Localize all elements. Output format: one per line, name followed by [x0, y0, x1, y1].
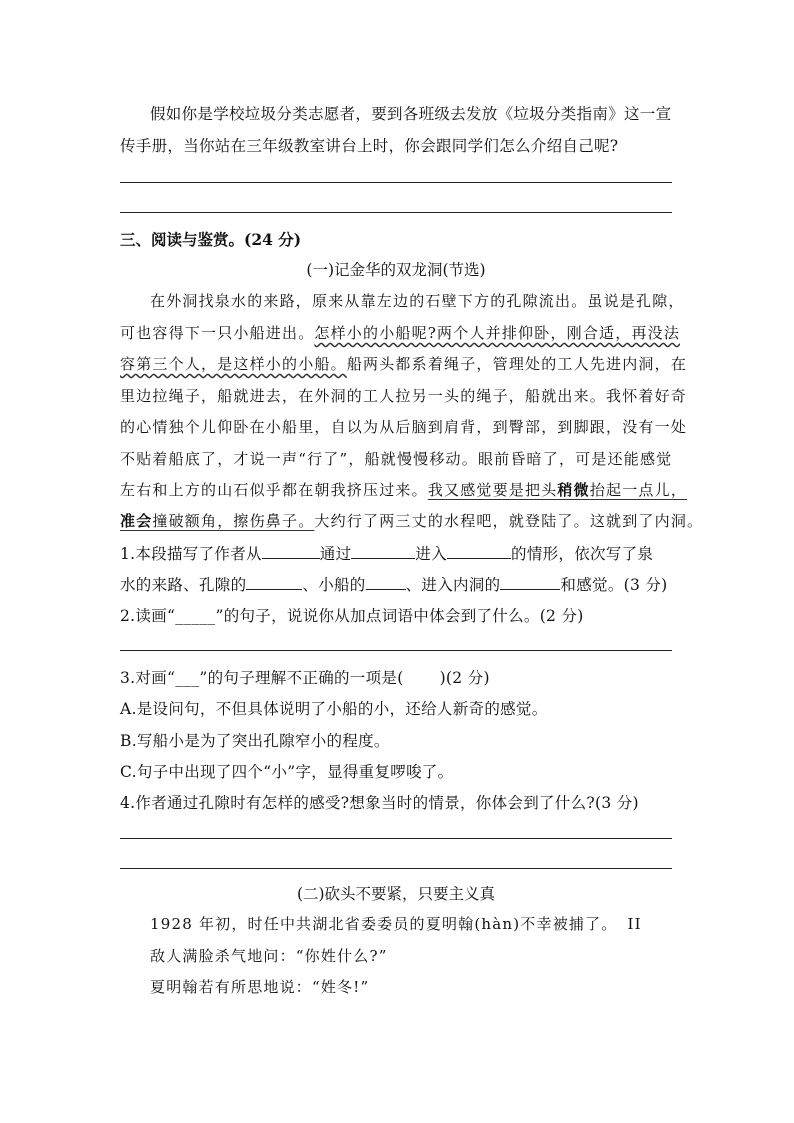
passage-line: 里边拉绳子，船就进去，在外洞的工人拉另一头的绳子，船就出来。我怀着好奇 — [120, 387, 688, 405]
passage-text: 大约行了两三丈的水程吧，就登陆了。这就到了内洞。 — [314, 512, 704, 530]
fill-blank[interactable] — [500, 575, 560, 590]
question-text: 2.读画“ — [120, 607, 176, 625]
passage-line — [120, 479, 687, 500]
question-text: 3.对画“ — [120, 669, 176, 687]
question-4: 4.作者通过孔隙时有怎样的感受?想象当时的情景，你体会到了什么?(3 分) — [120, 794, 639, 812]
passage-title: (二)砍头不要紧，只要主义真 — [296, 885, 496, 903]
underlined-sentence — [428, 481, 687, 499]
underlined-text: 抬起一点儿， — [589, 481, 688, 499]
section-heading: 三、阅读与鉴赏。(24 分) — [120, 230, 302, 249]
question-text: 进入 — [415, 545, 448, 563]
passage-line: 夏明翰若有所思地说：“姓冬!” — [150, 978, 370, 996]
dotted-word: 稍微 — [557, 481, 590, 499]
question-text: 、进入内洞的 — [405, 576, 501, 594]
passage-text: 船两头都系着绳子，管理处的工人先进内洞，在 — [346, 355, 688, 373]
question-text: )(2 分) — [439, 669, 490, 687]
question-text: 1.本段描写了作者从 — [120, 545, 262, 563]
option-a[interactable]: A.是设问句，不但具体说明了小船的小，还给人新奇的感觉。 — [120, 700, 548, 718]
passage-line: 在外洞找泉水的来路，原来从靠左边的石壁下方的孔隙流出。虽说是孔隙， — [150, 292, 685, 310]
passage-line: 不贴着船底了，才说一声“行了”，船就慢慢移动。眼前昏暗了，可是还能感觉 — [120, 450, 673, 468]
question-text: 的情形，依次写了泉 — [511, 545, 654, 563]
question-text: 通过 — [319, 545, 352, 563]
fill-blank[interactable] — [366, 575, 406, 590]
answer-line[interactable] — [120, 650, 672, 651]
stray-mark: II — [627, 915, 642, 933]
underlined-sentence — [120, 512, 314, 530]
answer-line[interactable] — [120, 838, 672, 839]
question-text: 水的来路、孔隙的 — [120, 576, 247, 594]
intro-line-1: 假如你是学校垃圾分类志愿者，要到各班级去发放《垃圾分类指南》这一宣 — [150, 105, 672, 123]
question-text: ”的句子，说说你从加点词语中体会到了什么。(2 分) — [215, 607, 584, 625]
dotted-word: 准会 — [120, 512, 153, 530]
passage-line — [150, 913, 642, 934]
answer-line[interactable] — [120, 868, 672, 869]
question-3 — [120, 666, 490, 688]
question-text: ”的句子理解不正确的一项是( — [199, 669, 404, 687]
option-c[interactable]: C.句子中出现了四个“小”字，显得重复啰唆了。 — [120, 763, 454, 781]
passage-title: (一)记金华的双龙洞(节选) — [306, 261, 486, 279]
fill-blank[interactable] — [246, 575, 302, 590]
passage-text: 左右和上方的山石似乎都在朝我挤压过来。 — [120, 481, 428, 499]
question-1-line-1 — [120, 542, 653, 564]
question-2 — [120, 604, 584, 626]
fill-blank[interactable] — [447, 544, 511, 559]
question-text: 和感觉。(3 分) — [560, 576, 668, 594]
question-1-line-2 — [120, 573, 668, 595]
option-b[interactable]: B.写船小是为了突出孔隙窄小的程度。 — [120, 732, 390, 750]
fill-blank[interactable] — [351, 544, 415, 559]
wavy-underlined-sentence: 容第三个人，是这样小的小船。 — [120, 355, 347, 373]
intro-line-2: 传手册，当你站在三年级教室讲台上时，你会跟同学们怎么介绍自己呢? — [120, 137, 619, 155]
answer-line[interactable] — [120, 212, 672, 213]
fill-blank[interactable] — [262, 544, 320, 559]
underlined-text: 撞破额角，擦伤鼻子。 — [152, 512, 315, 530]
passage-line: 的心情独个儿仰卧在小船里，自以为从后脑到肩背，到臀部，到脚跟，没有一处 — [120, 418, 688, 436]
wavy-underlined-sentence: 怎样小的小船呢?两个人并排仰卧，刚合适，再没法 — [314, 324, 681, 342]
passage-line — [120, 322, 680, 343]
passage-line — [120, 353, 687, 374]
passage-text: 可也容得下一只小船进出。 — [120, 324, 315, 342]
passage-line: 敌人满脸杀气地问：“你姓什么?” — [150, 947, 388, 965]
question-text: 、小船的 — [302, 576, 366, 594]
passage-text: 1928 年初，时任中共湖北省委委员的夏明翰(hàn)不幸被捕了。 — [150, 915, 618, 933]
passage-line — [120, 510, 703, 531]
answer-line[interactable] — [120, 182, 672, 183]
underlined-text: 我又感觉要是把头 — [427, 481, 558, 499]
straight-line-mark: ___ — [175, 669, 200, 687]
wavy-line-mark: _____ — [175, 607, 216, 625]
